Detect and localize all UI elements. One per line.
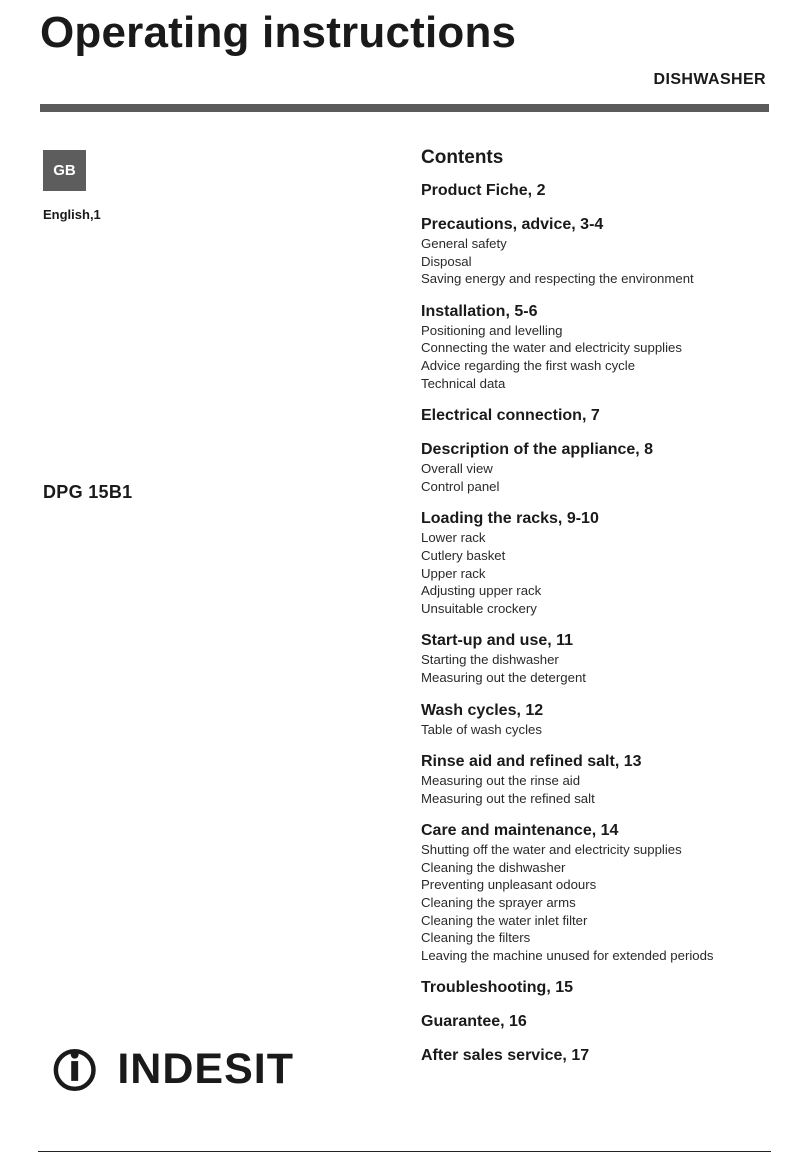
toc-section-title: Guarantee, 16 <box>421 1013 527 1031</box>
toc-section-title: Installation, 5-6 <box>421 302 538 320</box>
toc-subitem: Cleaning the filters <box>421 930 531 946</box>
toc-section-title: Troubleshooting, 15 <box>421 979 574 997</box>
indesit-power-logo-icon <box>42 1046 107 1092</box>
toc-subitem: Preventing unpleasant odours <box>421 877 597 893</box>
toc-subitem: Overall view <box>421 461 493 477</box>
table-of-contents <box>421 147 781 1080</box>
toc-section <box>421 1012 781 1032</box>
toc-subitem: Saving energy and respecting the environment <box>421 271 694 287</box>
toc-subitem: Control panel <box>421 478 500 494</box>
toc-section <box>421 181 781 201</box>
toc-subitem: Measuring out the rinse aid <box>421 773 581 789</box>
toc-section <box>421 821 781 964</box>
header-divider <box>40 104 769 112</box>
page-title: Operating instructions <box>40 8 517 57</box>
toc-section-title: Electrical connection, 7 <box>421 407 600 425</box>
toc-section-title: Description of the appliance, 8 <box>421 441 654 459</box>
toc-subitem: Cutlery basket <box>421 547 506 563</box>
toc-subitem: Measuring out the detergent <box>421 669 586 685</box>
brand-name: INDESIT <box>117 1044 294 1093</box>
toc-subitem: General safety <box>421 236 507 251</box>
toc-section <box>421 701 781 739</box>
toc-subitem: Cleaning the sprayer arms <box>421 895 576 911</box>
toc-subitem: Lower rack <box>421 530 486 546</box>
model-number: DPG 15B1 <box>43 482 133 502</box>
product-type: DISHWASHER <box>653 71 766 88</box>
toc-section-title: After sales service, 17 <box>421 1047 590 1065</box>
toc-subitem: Adjusting upper rack <box>421 583 542 599</box>
toc-subitem: Technical data <box>421 375 506 391</box>
toc-subitem: Positioning and levelling <box>421 322 563 338</box>
toc-heading: Contents <box>421 147 504 168</box>
toc-section-title: Precautions, advice, 3-4 <box>421 216 604 233</box>
toc-section-title: Wash cycles, 12 <box>421 701 544 719</box>
toc-section-title: Loading the racks, 9-10 <box>421 510 599 528</box>
toc-section <box>421 440 781 495</box>
toc-section <box>421 978 781 998</box>
toc-subitem: Upper rack <box>421 565 486 581</box>
toc-section <box>421 1046 781 1066</box>
toc-section <box>421 215 781 288</box>
toc-subitem: Measuring out the refined salt <box>421 790 595 806</box>
toc-section-title: Care and maintenance, 14 <box>421 822 619 840</box>
toc-subitem: Shutting off the water and electricity supplies <box>421 842 682 858</box>
toc-subitem: Advice regarding the first wash cycle <box>421 357 636 373</box>
footer-divider <box>38 1151 771 1152</box>
toc-subitem: Starting the dishwasher <box>421 652 559 668</box>
brand-logo <box>42 1046 294 1092</box>
toc-section <box>421 631 781 686</box>
toc-section <box>421 752 781 807</box>
toc-section <box>421 406 781 426</box>
toc-section <box>421 509 781 617</box>
toc-subitem: Disposal <box>421 253 472 269</box>
language-page-ref: English,1 <box>43 207 101 222</box>
toc-subitem: Leaving the machine unused for extended periods <box>421 947 714 963</box>
language-badge: GB <box>43 150 86 191</box>
toc-subitem: Table of wash cycles <box>421 721 542 737</box>
toc-subitem: Unsuitable crockery <box>421 600 537 616</box>
toc-subitem: Cleaning the dishwasher <box>421 859 566 875</box>
toc-section-list <box>421 181 781 1066</box>
toc-subitem: Cleaning the water inlet filter <box>421 912 588 928</box>
toc-section <box>421 302 781 392</box>
toc-subitem: Connecting the water and electricity supplies <box>421 340 682 356</box>
toc-section-title: Rinse aid and refined salt, 13 <box>421 753 642 771</box>
toc-section-title: Start-up and use, 11 <box>421 632 574 650</box>
toc-section-title: Product Fiche, 2 <box>421 182 546 199</box>
